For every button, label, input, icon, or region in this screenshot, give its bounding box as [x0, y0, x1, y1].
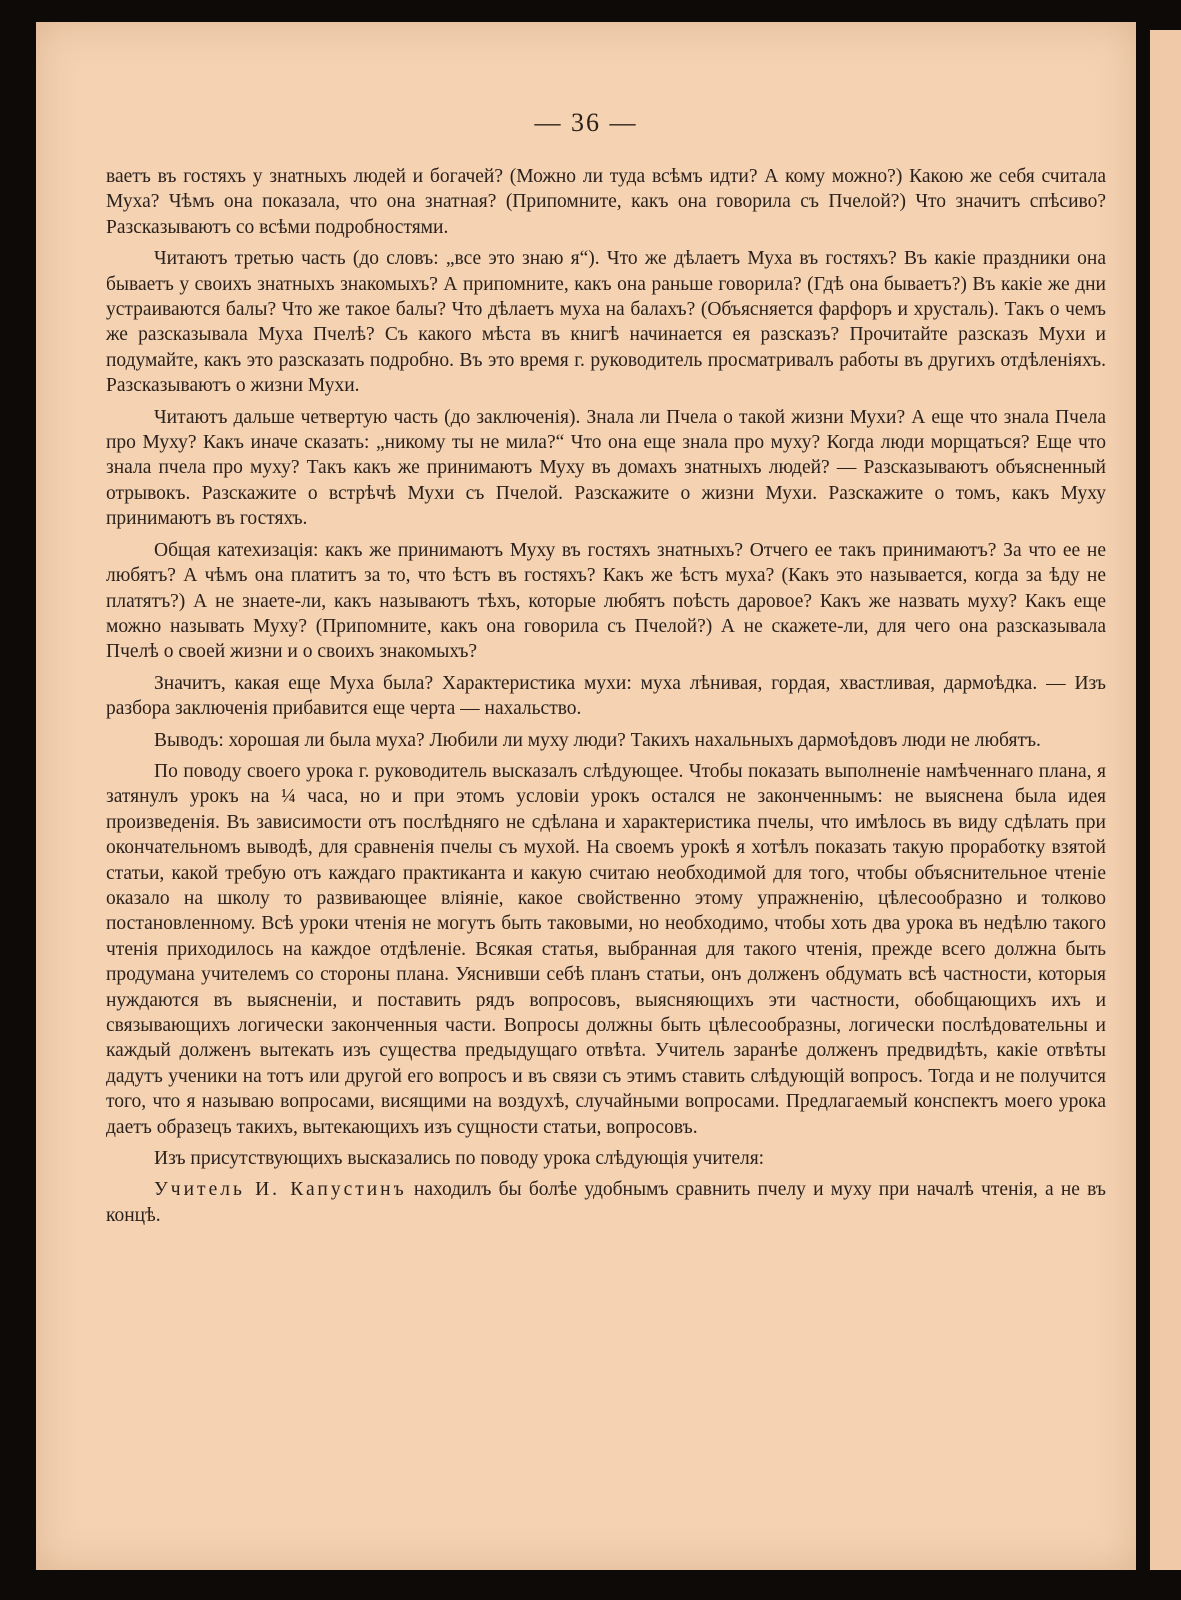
paragraph-3: Читаютъ дальше четвертую часть (до заключенія). Знала ли Пчела о такой жизни Мухи? А еще что знала Пчела про Муху? Какъ иначе сказать: „никому ты не мила?“ Что она еще знала про муху? Когда люди морщаться? Еще что знала пчела про муху? Такъ какъ же принимаютъ Муху въ домахъ знатныхъ людей? — Разсказываютъ объясненный отрывокъ. Разскажите о встрѣчѣ Мухи съ Пчелой. Разскажите о жизни Мухи. Разскажите о томъ, какъ Муху принимаютъ въ гостяхъ.: [106, 406, 1106, 530]
paragraph-1: ваетъ въ гостяхъ у знатныхъ людей и богачей? (Можно ли туда всѣмъ идти? А кому можно?) Какою же себя считала Муха? Чѣмъ она показала, что она знатная? (Припомните, какъ она говорила съ Пчелой?) Что значитъ спѣсиво? Разсказываютъ со всѣми подробностями.: [106, 166, 1106, 238]
paragraph-7: По поводу своего урока г. руководитель высказалъ слѣдующее. Чтобы показать выполненіе намѣченнаго плана, я затянулъ урокъ на ¼ часа, но и при этомъ условіи урокъ остался не законченнымъ: не выяснена была идея произведенія. Въ зависимости отъ послѣдняго не сдѣлана и характеристика пчелы, что имѣлось въ виду сдѣлать при окончательномъ выводѣ, для сравненія пчелы съ мухой. На своемъ урокѣ я хотѣлъ показать такую проработку взятой статьи, какой требую отъ каждаго практиканта и какую считаю необходимой для того, чтобы объяснительное чтеніе оказало на школу то развивающее вліяніе, какое свойственно этому упражненію, цѣлесообразно и толково постановленному. Всѣ уроки чтенія не могутъ быть таковыми, но необходимо, чтобы хоть два урока въ недѣлю такого чтенія приходилось на каждое отдѣленіе. Всякая статья, выбранная для такого чтенія, прежде всего должна быть продумана учителемъ со стороны плана. Уяснивши себѣ планъ статьи, онъ долженъ обдумать всѣ частности, которыя нуждаются въ выясненіи, и поставить рядъ вопросовъ, выясняющихъ эти частности, обобщающихъ ихъ и связывающихъ логически законченныя части. Вопросы должны быть цѣлесообразны, логически послѣдовательны и каждый долженъ вытекать изъ существа предыдущаго отвѣта. Учитель заранѣе долженъ предвидѣть, какіе отвѣты дадутъ ученики на тотъ или другой его вопросъ и въ связи съ этимъ ставить слѣдующій вопросъ. Тогда и не получится того, что я называю вопросами, висящими на воздухѣ, случайными вопросами. Предлагаемый конспектъ моего урока даетъ образецъ такихъ, вытекающихъ изъ сущности статьи, вопросовъ.: [106, 760, 1106, 1138]
paragraph-8: Изъ присутствующихъ высказались по поводу урока слѣдующія учителя:: [154, 1148, 765, 1170]
next-page-edge: [1150, 30, 1181, 1570]
speaker-remark: находилъ бы болѣе удобнымъ сравнить пчелу и муху при началѣ чтенія, а не въ концѣ.: [106, 1179, 1106, 1226]
page-number: — 36 —: [534, 108, 638, 137]
book-page: [36, 22, 1136, 1570]
paragraph-6: Выводъ: хорошая ли была муха? Любили ли муху люди? Такихъ нахальныхъ дармоѣдовъ люди не любятъ.: [154, 729, 1041, 751]
paragraph-9: [106, 1177, 1106, 1228]
paragraph-4: Общая катехизація: какъ же принимаютъ Муху въ гостяхъ знатныхъ? Отчего ее такъ принимаютъ? За что ее не любятъ? А чѣмъ она платитъ за то, что ѣстъ въ гостяхъ? Какъ же ѣстъ муха? (Какъ это называется, когда за ѣду не платятъ?) А не знаете-ли, какъ называютъ тѣхъ, которые любятъ поѣсть даровое? Какъ же назвать муху? Какъ еще можно называть Муху? (Припомните, какъ она говорила съ Пчелой?) А не скажете-ли, для чего она разсказывала Пчелѣ о своей жизни и о своихъ знакомыхъ?: [106, 539, 1106, 663]
paragraph-5: Значитъ, какая еще Муха была? Характеристика мухи: муха лѣнивая, гордая, хвастливая, дармоѣдка. — Изъ разбора заключенія прибавится еще черта — нахальство.: [106, 672, 1106, 720]
paragraph-2: Читаютъ третью часть (до словъ: „все это знаю я“). Что же дѣлаетъ Муха въ гостяхъ? Въ какіе праздники она бываетъ у своихъ знатныхъ знакомыхъ? А припомните, какъ она раньше говорила? (Гдѣ она бываетъ?) Въ какіе же дни устраиваются балы? Что же такое балы? Что дѣлаетъ муха на балахъ? (Объясняется фарфоръ и хрусталь). Такъ о чемъ же разсказывала Муха Пчелѣ? Съ какого мѣста въ книгѣ начинается ея разсказъ? Прочитайте разсказъ Мухи и подумайте, какъ это разсказать подробно. Въ это время г. руководитель просматривалъ работы въ другихъ отдѣленіяхъ. Разсказываютъ о жизни Мухи.: [106, 248, 1106, 397]
speaker-name: Учитель И. Капустинъ: [154, 1179, 407, 1201]
page-body-text: [106, 164, 1106, 1234]
